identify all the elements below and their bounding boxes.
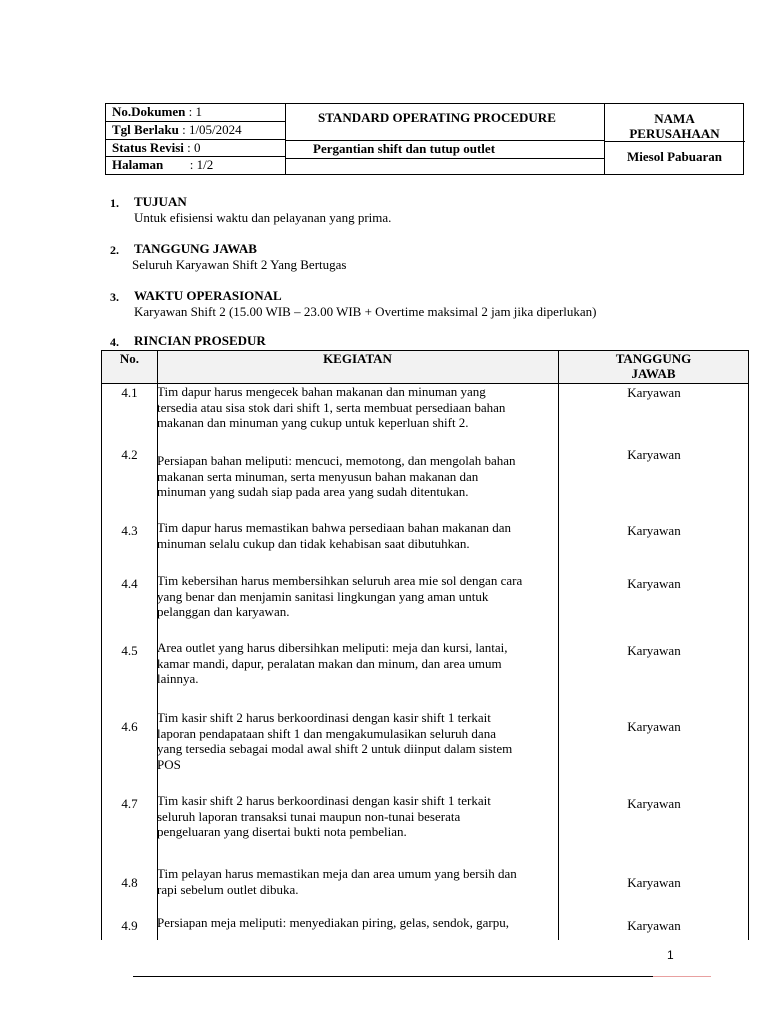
row-activity [157,573,557,620]
doc-number-label: No.Dokumen [112,104,186,119]
row-responsibility: Karyawan [627,385,681,400]
row-responsibility: Karyawan [627,447,681,462]
section-number: 2. [110,243,119,257]
sop-title: STANDARD OPERATING PROCEDURE [318,110,556,125]
row-number: 4.6 [121,719,138,734]
section-title: WAKTU OPERASIONAL [134,288,282,303]
row-number: 4.2 [121,447,138,462]
row-responsibility: Karyawan [627,796,681,811]
activity-line: Tim dapur harus mengecek bahan makanan dan minuman yang [157,384,486,399]
row-responsibility: Karyawan [627,576,681,591]
effective-date [112,122,242,137]
activity-line: pelanggan dan karyawan. [157,604,290,619]
header-divider [285,104,286,174]
page-info-value: : 1/2 [189,157,214,172]
row-responsibility: Karyawan [627,918,681,933]
section-text: Untuk efisiensi waktu dan pelayanan yang prima. [134,210,392,225]
doc-number-value: : 1 [188,104,202,119]
section-text: Karyawan Shift 2 (15.00 WIB – 23.00 WIB + Overtime maksimal 2 jam jika diperlukan) [134,304,597,319]
row-responsibility: Karyawan [627,523,681,538]
section-text: Seluruh Karyawan Shift 2 Yang Bertugas [132,257,347,272]
row-number: 4.7 [121,796,138,811]
section-title: TUJUAN [134,194,187,209]
sop-subject: Pergantian shift dan tutup outlet [313,141,496,156]
document-header-table [105,103,744,175]
procedure-table [101,350,749,940]
activity-line: Tim kasir shift 2 harus berkoordinasi dengan kasir shift 1 terkait [157,710,491,725]
row-number: 4.8 [121,875,138,890]
company-label-2: PERUSAHAAN [629,126,720,141]
activity-line: seluruh laporan transaksi tunai maupun non-tunai beserata [157,808,461,824]
row-activity [157,520,557,551]
revision-status-label: Status Revisi [112,140,184,155]
row-responsibility: Karyawan [627,643,681,658]
activity-line: rapi sebelum outlet dibuka. [157,881,299,897]
revision-status [112,140,201,155]
footer-line-accent [653,976,711,977]
activity-line: tersedia atau sisa stok dari shift 1, serta membuat persediaan bahan [157,399,506,415]
row-responsibility: Karyawan [627,719,681,734]
activity-line: yang benar dan menjamin sanitasi lingkungan yang aman untuk [157,588,489,604]
activity-line: minuman selalu cukup dan tidak kehabisan saat dibutuhkan. [157,535,470,551]
activity-line: Tim kasir shift 2 harus berkoordinasi dengan kasir shift 1 terkait [157,793,491,808]
section-title: RINCIAN PROSEDUR [134,333,266,348]
header-divider [604,141,745,142]
header-divider [285,158,605,159]
activity-line: yang tersedia sebagai modal awal shift 2 untuk diinput dalam sistem [157,741,513,756]
activity-line: laporan pendapataan shift 1 dan mengakumulasikan seluruh dana [157,725,496,741]
page-number: 1 [667,948,674,962]
section-number: 3. [110,290,119,304]
row-responsibility: Karyawan [627,875,681,890]
activity-line: Area outlet yang harus dibersihkan meliputi: meja dan kursi, lantai, [157,640,508,655]
footer-line [133,976,653,977]
column-header-no: No. [119,351,140,366]
activity-line: makanan dan minuman yang cukup untuk keperluan shift 2. [157,415,469,430]
activity-line: Tim kebersihan harus membersihkan seluruh area mie sol dengan cara [157,573,523,588]
row-number: 4.9 [121,918,138,933]
activity-line: makanan serta minuman, serta menyusun bahan makanan dan [157,468,479,484]
row-activity [157,453,557,500]
row-activity [157,793,557,840]
activity-line: lainnya. [157,671,199,686]
section-number: 4. [110,335,119,349]
column-header-responsibility-line-1: TANGGUNG [615,351,692,366]
row-activity [157,915,557,931]
effective-date-value: : 1/05/2024 [182,122,242,137]
row-number: 4.1 [121,385,138,400]
doc-number [112,104,202,119]
row-number: 4.4 [121,576,138,591]
company-name: Miesol Pabuaran [627,149,722,164]
company-label-1: NAMA [654,111,695,126]
row-number: 4.5 [121,643,138,658]
revision-status-value: : 0 [187,140,201,155]
row-number: 4.3 [121,523,138,538]
activity-line: Tim pelayan harus memastikan meja dan area umum yang bersih dan [157,866,517,881]
effective-date-label: Tgl Berlaku [112,122,179,137]
column-header-responsibility [558,351,749,381]
column-header-activity: KEGIATAN [323,351,392,366]
activity-line: pengeluaran yang disertai bukti nota pembelian. [157,824,407,839]
activity-line: Persiapan bahan meliputi: mencuci, memotong, dan mengolah bahan [157,453,516,468]
activity-line: kamar mandi, dapur, peralatan makan dan minum, dan area umum [157,655,502,671]
section-number: 1. [110,196,119,210]
page-info [112,157,213,172]
activity-line: minuman yang sudah siap pada area yang sudah ditentukan. [157,484,469,499]
activity-line: Persiapan meja meliputi: menyediakan piring, gelas, sendok, garpu, [157,915,509,930]
row-activity [157,866,557,897]
activity-line: POS [157,756,181,772]
row-activity [157,710,557,772]
column-header-responsibility-line-2: JAWAB [631,366,676,381]
activity-line: Tim dapur harus memastikan bahwa persediaan bahan makanan dan [157,520,512,535]
row-activity [157,384,557,431]
section-title: TANGGUNG JAWAB [134,241,257,256]
page-info-label: Halaman [112,157,164,172]
row-activity [157,640,557,687]
